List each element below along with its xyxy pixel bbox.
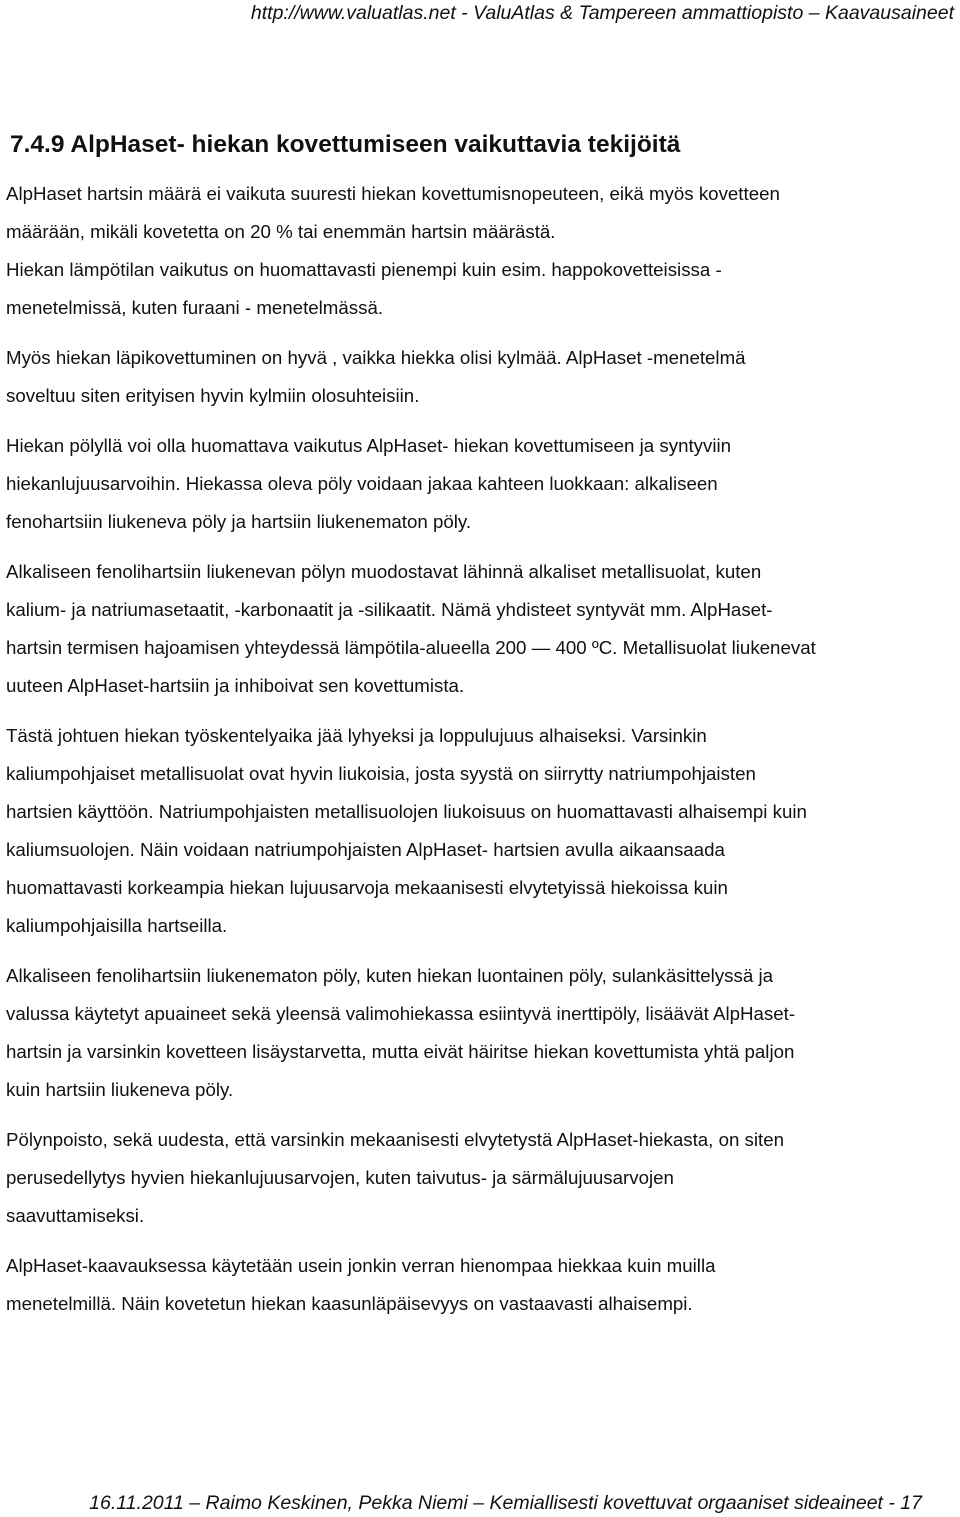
- text-line: valussa käytetyt apuaineet sekä yleensä valimohiekassa esiintyvä inerttipöly, lisäävät AlpHaset-: [6, 1003, 796, 1024]
- paragraph: [6, 427, 952, 541]
- text-line: Alkaliseen fenolihartsiin liukenevan pölyn muodostavat lähinnä alkaliset metallisuolat, kuten: [6, 561, 762, 582]
- text-line: hartsin termisen hajoamisen yhteydessä lämpötila-alueella 200 — 400 ºC. Metallisuolat liukenevat: [6, 637, 816, 658]
- text-line: Tästä johtuen hiekan työskentelyaika jää lyhyeksi ja loppulujuus alhaiseksi. Varsinkin: [6, 725, 707, 746]
- text-line: fenohartsiin liukeneva pöly ja hartsiin liukenematon pöly.: [6, 511, 472, 532]
- page-footer: 16.11.2011 – Raimo Keskinen, Pekka Niemi – Kemiallisesti kovettuvat orgaaniset sideaineet - 17: [89, 1492, 922, 1514]
- body-text: [6, 175, 952, 1323]
- text-line: hartsien käyttöön. Natriumpohjaisten metallisuolojen liukoisuus on huomattavasti alhaisempi kuin: [6, 801, 807, 822]
- text-line: kalium- ja natriumasetaatit, -karbonaatit ja -silikaatit. Nämä yhdisteet syntyvät mm. AlpHaset-: [6, 599, 773, 620]
- text-line: perusedellytys hyvien hiekanlujuusarvojen, kuten taivutus- ja särmälujuusarvojen: [6, 1167, 674, 1188]
- section-title: 7.4.9 AlpHaset- hiekan kovettumiseen vaikuttavia tekijöitä: [10, 131, 681, 158]
- paragraph: [6, 1247, 952, 1323]
- text-line: Myös hiekan läpikovettuminen on hyvä , vaikka hiekka olisi kylmää. AlpHaset -menetelmä: [6, 347, 746, 368]
- text-line: Hiekan pölyllä voi olla huomattava vaikutus AlpHaset- hiekan kovettumiseen ja syntyviin: [6, 435, 732, 456]
- paragraph: [6, 175, 952, 327]
- text-line: AlpHaset hartsin määrä ei vaikuta suuresti hiekan kovettumisnopeuteen, eikä myös kovetteen: [6, 183, 780, 204]
- text-line: kaliumsuolojen. Näin voidaan natriumpohjaisten AlpHaset- hartsien avulla aikaansaada: [6, 839, 725, 860]
- text-line: uuteen AlpHaset-hartsiin ja inhiboivat sen kovettumista.: [6, 675, 465, 696]
- text-line: määrään, mikäli kovetetta on 20 % tai enemmän hartsin määrästä.: [6, 221, 556, 242]
- paragraph: [6, 957, 952, 1109]
- paragraph: [6, 717, 952, 945]
- text-line: AlpHaset-kaavauksessa käytetään usein jonkin verran hienompaa hiekkaa kuin muilla: [6, 1255, 716, 1276]
- text-line: Pölynpoisto, sekä uudesta, että varsinkin mekaanisesti elvytetystä AlpHaset-hiekasta, on siten: [6, 1129, 785, 1150]
- paragraph: [6, 1121, 952, 1235]
- text-line: hartsin ja varsinkin kovetteen lisäystarvetta, mutta eivät häiritse hiekan kovettumista yhtä paljon: [6, 1041, 795, 1062]
- text-line: kaliumpohjaisilla hartseilla.: [6, 915, 228, 936]
- text-line: Hiekan lämpötilan vaikutus on huomattavasti pienempi kuin esim. happokovetteisissa -: [6, 259, 722, 280]
- text-line: menetelmissä, kuten furaani - menetelmässä.: [6, 297, 384, 318]
- text-line: huomattavasti korkeampia hiekan lujuusarvoja mekaanisesti elvytetyissä hiekoissa kuin: [6, 877, 728, 898]
- text-line: menetelmillä. Näin kovetetun hiekan kaasunläpäisevyys on vastaavasti alhaisempi.: [6, 1293, 693, 1314]
- text-line: hiekanlujuusarvoihin. Hiekassa oleva pöly voidaan jakaa kahteen luokkaan: alkaliseen: [6, 473, 718, 494]
- text-line: soveltuu siten erityisen hyvin kylmiin olosuhteisiin.: [6, 385, 420, 406]
- text-line: kuin hartsiin liukeneva pöly.: [6, 1079, 234, 1100]
- text-line: Alkaliseen fenolihartsiin liukenematon pöly, kuten hiekan luontainen pöly, sulankäsittelyssä ja: [6, 965, 773, 986]
- paragraph: [6, 339, 952, 415]
- paragraph: [6, 553, 952, 705]
- page-header: http://www.valuatlas.net - ValuAtlas & Tampereen ammattiopisto – Kaavausaineet: [250, 2, 954, 24]
- text-line: kaliumpohjaiset metallisuolat ovat hyvin liukoisia, josta syystä on siirrytty natriumpohjaisten: [6, 763, 756, 784]
- text-line: saavuttamiseksi.: [6, 1205, 145, 1226]
